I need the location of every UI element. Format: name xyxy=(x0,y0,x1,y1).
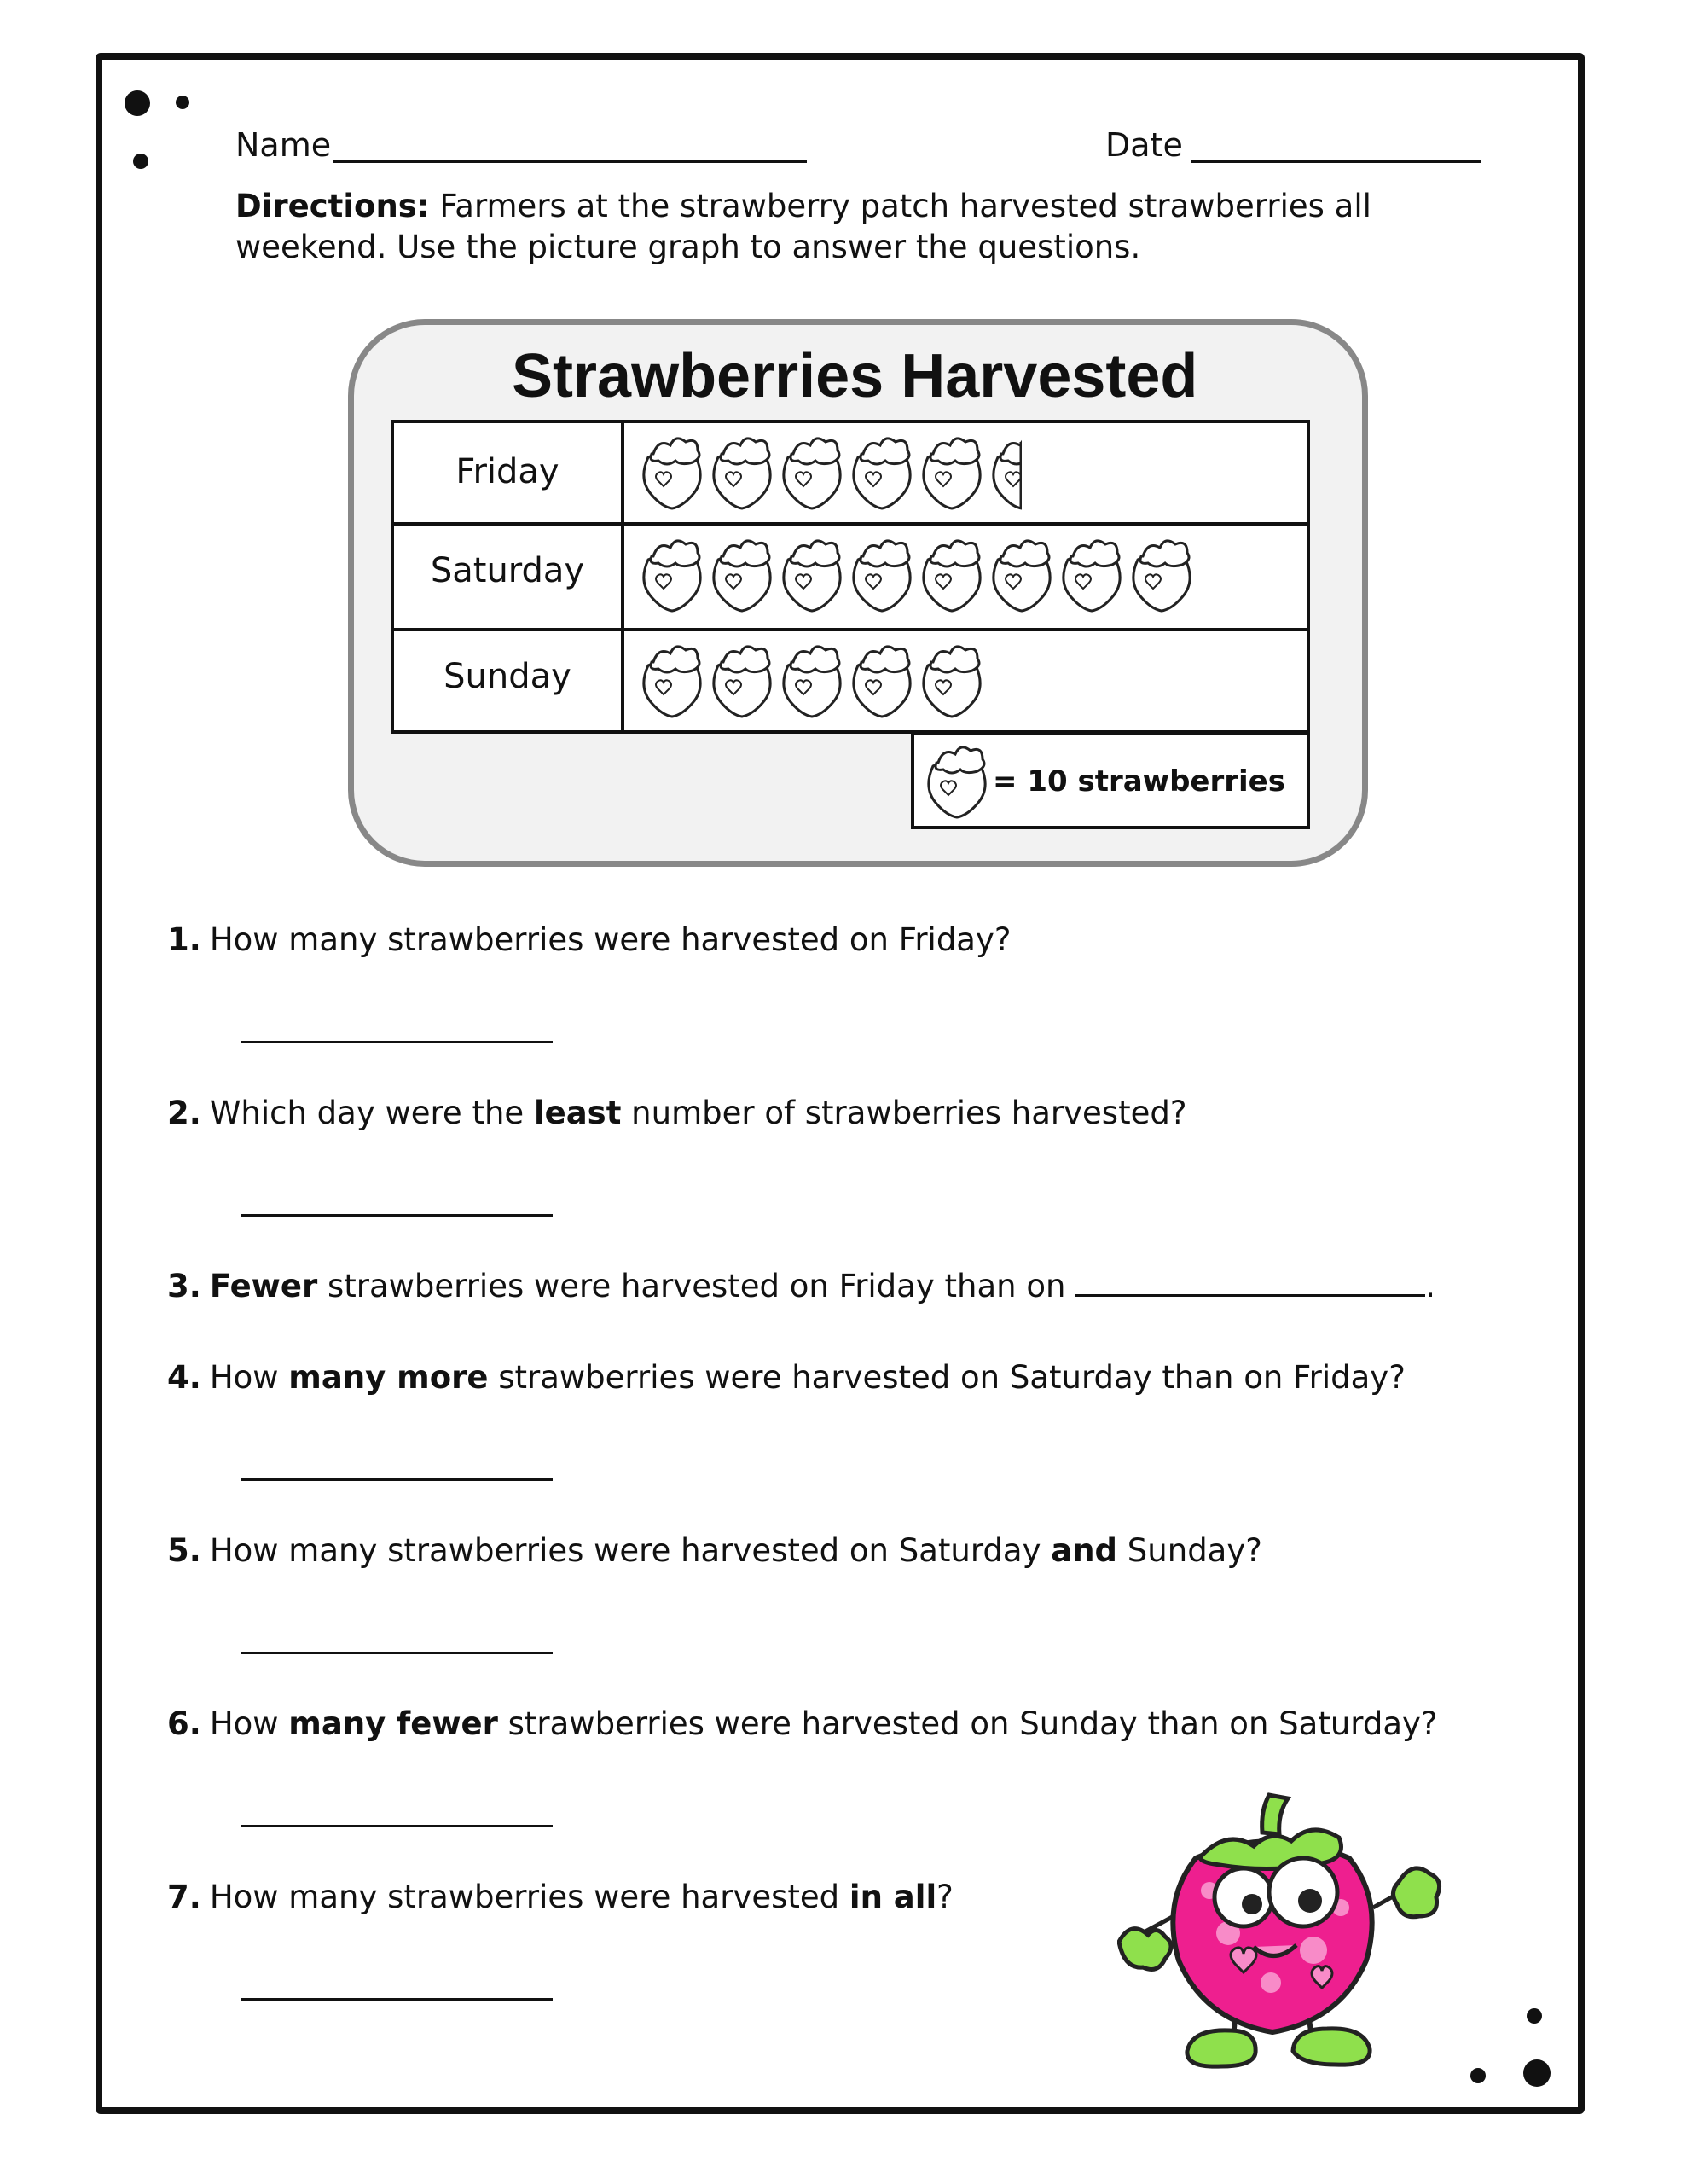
question-number: 5. xyxy=(167,1532,201,1569)
day-label-friday: Friday xyxy=(455,452,559,491)
question-number: 7. xyxy=(167,1879,201,1915)
strawberry-icon xyxy=(641,432,703,510)
question-text: strawberries were harvested on Friday than on xyxy=(317,1268,1076,1304)
question-text: . xyxy=(1425,1268,1435,1304)
strawberry-icon xyxy=(711,432,773,510)
date-field[interactable] xyxy=(1191,160,1481,163)
graph-title: Strawberries Harvested xyxy=(512,342,1198,410)
strawberry-icon xyxy=(991,534,1052,613)
question-emphasis: many more xyxy=(288,1359,489,1396)
strawberry-icon xyxy=(781,432,843,510)
answer-line-1[interactable] xyxy=(241,1041,553,1043)
directions-label: Directions: xyxy=(235,188,430,224)
day-label-sunday: Sunday xyxy=(443,657,571,696)
question-text: How many strawberries were harvested on Friday? xyxy=(209,921,1012,958)
inline-answer-blank[interactable] xyxy=(1075,1269,1425,1297)
question-emphasis: in all xyxy=(849,1879,937,1915)
question-text: How xyxy=(209,1359,289,1396)
strawberry-character-icon xyxy=(1117,1788,1445,2078)
strawberry-icon xyxy=(851,640,913,718)
answer-line-4[interactable] xyxy=(241,1478,553,1481)
answer-line-5[interactable] xyxy=(241,1652,553,1654)
strawberry-icon xyxy=(641,534,703,613)
strawberry-icon xyxy=(711,534,773,613)
question-text: strawberries were harvested on Sunday than on Saturday? xyxy=(497,1705,1438,1742)
question-emphasis: and xyxy=(1051,1532,1118,1569)
question-text: number of strawberries harvested? xyxy=(621,1095,1187,1131)
strawberry-icon xyxy=(921,432,983,510)
corner-dot xyxy=(133,154,148,169)
directions xyxy=(235,186,1429,268)
half-strawberry-icon xyxy=(991,432,1022,510)
question-number: 6. xyxy=(167,1705,201,1742)
answer-line-6[interactable] xyxy=(241,1825,553,1827)
strawberry-icon xyxy=(781,640,843,718)
question-6 xyxy=(167,1705,1438,1742)
key-text: = 10 strawberries xyxy=(993,764,1285,799)
question-text: ? xyxy=(936,1879,954,1915)
table-column-divider xyxy=(621,420,624,734)
strawberry-icon xyxy=(921,534,983,613)
question-text: How many strawberries were harvested xyxy=(209,1879,849,1915)
strawberry-icon xyxy=(781,534,843,613)
question-number: 4. xyxy=(167,1359,201,1396)
corner-dot xyxy=(1523,2059,1551,2087)
corner-dot xyxy=(1470,2068,1486,2083)
strawberry-icon xyxy=(926,741,988,819)
strawberry-icon xyxy=(851,534,913,613)
key-strawberry xyxy=(926,741,988,822)
day-label-saturday: Saturday xyxy=(430,551,585,590)
directions-text: Farmers at the strawberry patch harvested strawberries all weekend. Use the picture graph to answer the questions. xyxy=(235,188,1371,265)
question-text: strawberries were harvested on Saturday than on Friday? xyxy=(488,1359,1406,1396)
strawberry-icon xyxy=(851,432,913,510)
question-text: How xyxy=(209,1705,289,1742)
question-emphasis: many fewer xyxy=(288,1705,498,1742)
question-text: How many strawberries were harvested on Saturday xyxy=(209,1532,1052,1569)
question-5 xyxy=(167,1532,1262,1569)
question-emphasis: Fewer xyxy=(209,1268,318,1304)
date-label: Date xyxy=(1105,126,1183,164)
question-number: 1. xyxy=(167,921,201,958)
strawberry-icon xyxy=(921,640,983,718)
question-4 xyxy=(167,1359,1406,1396)
corner-dot xyxy=(176,96,189,109)
question-emphasis: least xyxy=(533,1095,622,1131)
strawberry-icon xyxy=(1061,534,1122,613)
corner-dot xyxy=(1527,2008,1542,2024)
question-7 xyxy=(167,1879,954,1915)
table-row-divider xyxy=(391,628,1310,631)
name-label: Name xyxy=(235,126,332,164)
question-2 xyxy=(167,1095,1186,1131)
question-number: 2. xyxy=(167,1095,201,1131)
strawberry-icon xyxy=(641,640,703,718)
answer-line-7[interactable] xyxy=(241,1998,553,2001)
strawberry-icon xyxy=(711,640,773,718)
question-1 xyxy=(167,921,1012,958)
question-3 xyxy=(167,1268,1435,1304)
name-field[interactable] xyxy=(333,160,807,163)
strawberry-icon xyxy=(1131,534,1192,613)
answer-line-2[interactable] xyxy=(241,1214,553,1217)
corner-dot xyxy=(125,90,150,116)
question-text: Which day were the xyxy=(209,1095,534,1131)
table-row-divider xyxy=(391,522,1310,526)
question-number: 3. xyxy=(167,1268,201,1304)
question-text: Sunday? xyxy=(1117,1532,1262,1569)
